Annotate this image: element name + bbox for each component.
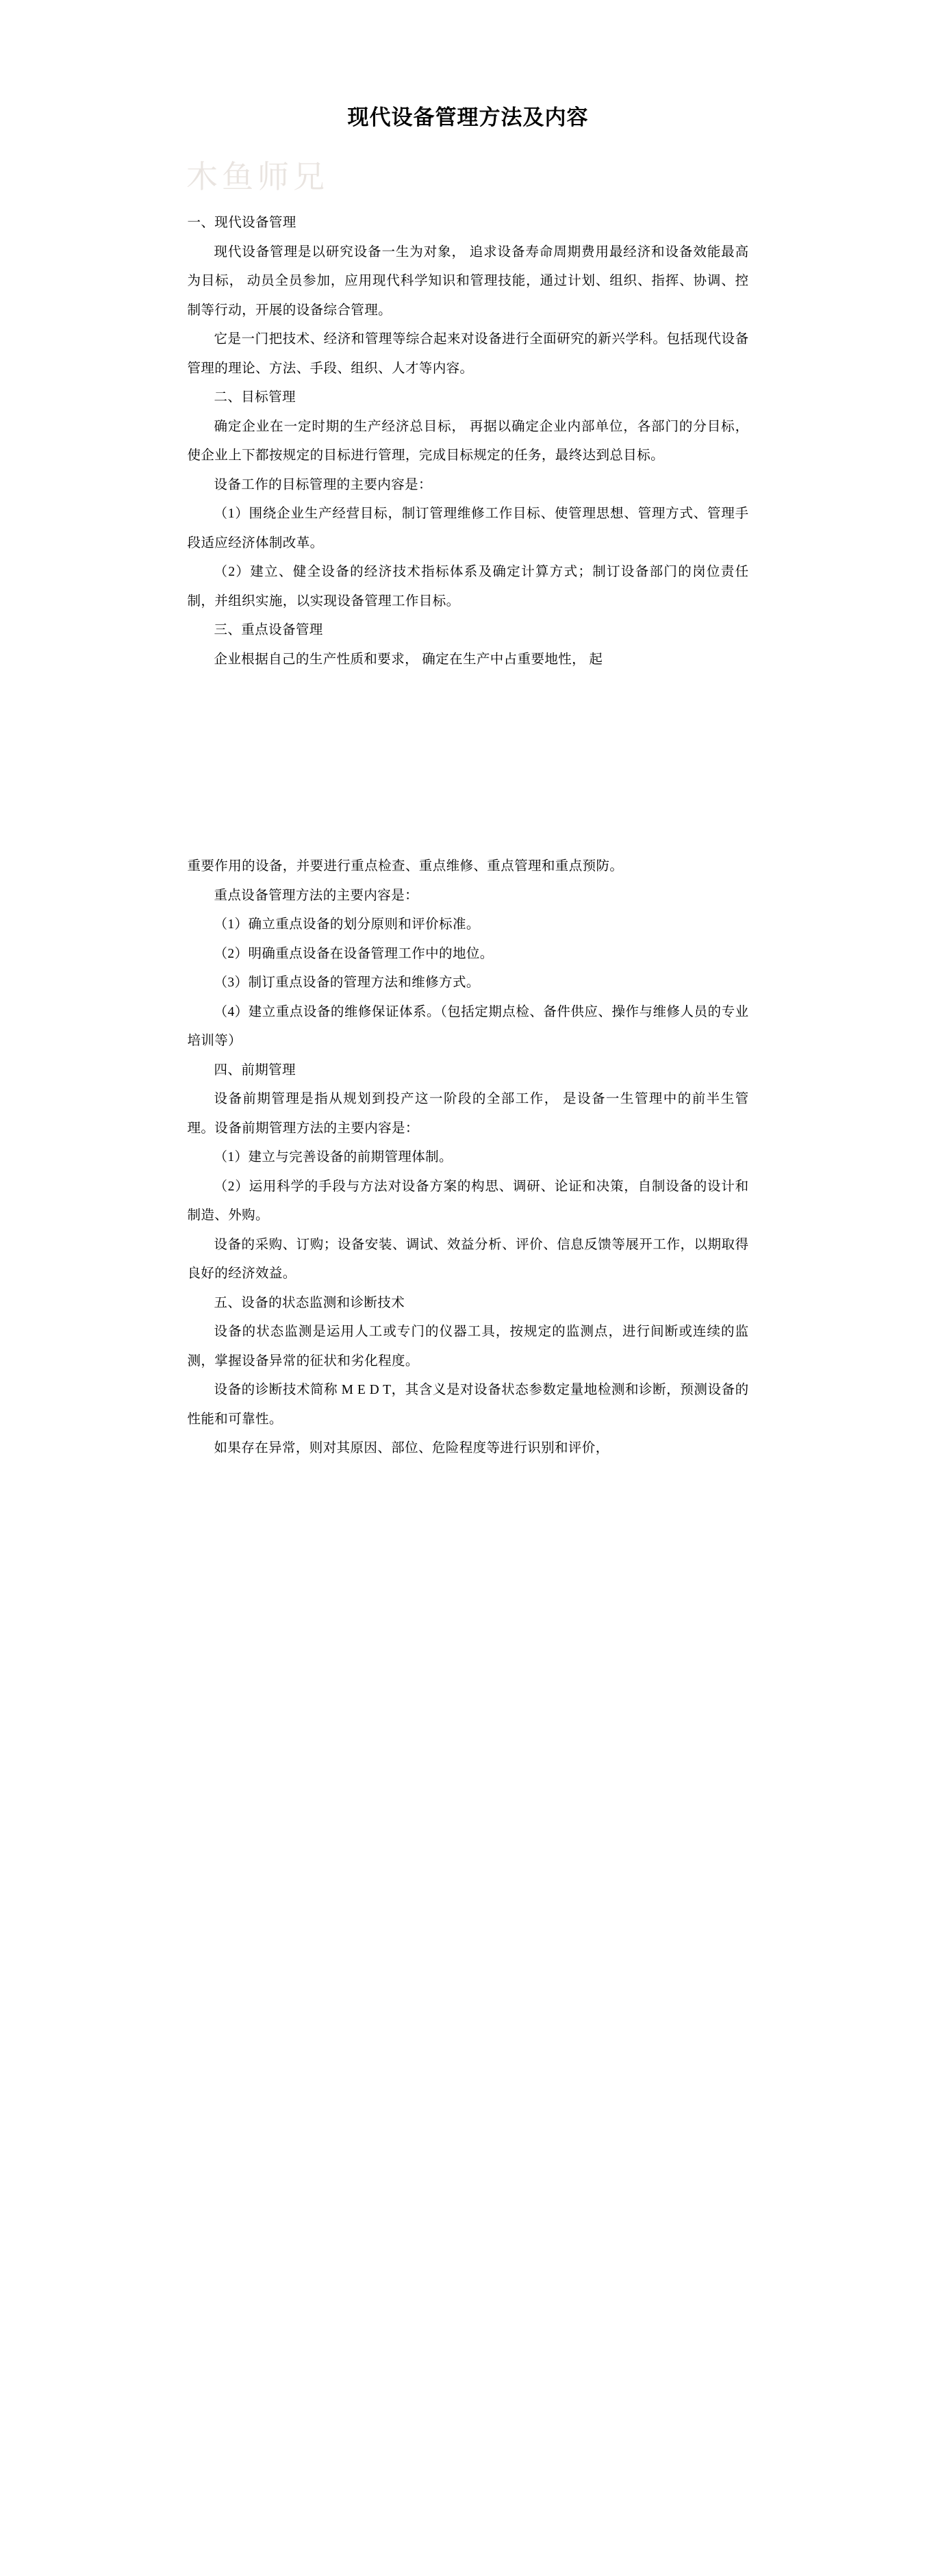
paragraph: （2）明确重点设备在设备管理工作中的地位。 [214,946,494,961]
paragraph: 一、现代设备管理 [187,216,296,231]
paragraph: 五、设备的状态监测和诊断技术 [214,1295,405,1310]
paragraph: （1）确立重点设备的划分原则和评价标准。 [214,917,480,932]
paragraph: （4）建立重点设备的维修保证体系。（包括定期点检、备件供应、操作与维修人员的专业培训等） [187,1004,749,1049]
document-content [188,0,749,1464]
paragraph: （2）运用科学的手段与方法对设备方案的构思、调研、论证和决策，自制设备的设计和制造、外购。 [187,1179,749,1223]
paragraph: 确定企业在一定时期的生产经济总目标， 再据以确定企业内部单位，各部门的分目标，使企业上下都按规定的目标进行管理，完成目标规定的任务，最终达到总目标。 [187,419,749,463]
paragraph: 重点设备管理方法的主要内容是： [214,888,419,903]
paragraph: （2）建立、健全设备的经济技术指标体系及确定计算方式；制订设备部门的岗位责任制，并组织实施，以实现设备管理工作目标。 [187,565,749,609]
paragraph: 设备的诊断技术简称 M E D T，其含义是对设备状态参数定量地检测和诊断，预测设备的性能和可靠性。 [187,1383,749,1427]
watermark: 木鱼师兄 [186,160,329,194]
paragraph: 设备的状态监测是运用人工或专门的仪器工具，按规定的监测点，进行间断或连续的监测，掌握设备异常的征状和劣化程度。 [187,1325,749,1368]
paragraph: 三、重点设备管理 [214,623,323,638]
page-break-gap [188,674,749,852]
paragraph: 如果存在异常，则对其原因、部位、危险程度等进行识别和评价， [214,1441,609,1456]
paragraph: 设备前期管理是指从规划到投产这一阶段的全部工作， 是设备一生管理中的前半生管理。设备前期管理方法的主要内容是： [187,1092,749,1136]
paragraph: 设备工作的目标管理的主要内容是： [214,477,432,492]
paragraph: （3）制订重点设备的管理方法和维修方式。 [214,975,480,991]
paragraph: 二、目标管理 [214,390,296,405]
paragraph: 四、前期管理 [214,1062,296,1077]
paragraph: 重要作用的设备，并要进行重点检查、重点维修、重点管理和重点预防。 [187,859,624,874]
paragraph: 它是一门把技术、经济和管理等综合起来对设备进行全面研究的新兴学科。包括现代设备管理的理论、方法、手段、组织、人才等内容。 [187,332,749,376]
paragraph: （1）建立与完善设备的前期管理体制。 [214,1150,453,1165]
paragraph: 企业根据自己的生产性质和要求， 确定在生产中占重要地性， 起 [214,652,603,667]
paragraph: 现代设备管理是以研究设备一生为对象， 追求设备寿命周期费用最经济和设备效能最高为目标， 动员全员参加，应用现代科学知识和管理技能，通过计划、组织、指挥、协调、控制等行动，开展的设备综合管理。 [187,244,749,318]
paragraph: 设备的采购、订购；设备安装、调试、效益分析、评价、信息反馈等展开工作，以期取得良好的经济效益。 [187,1237,749,1281]
paragraph: （1）围绕企业生产经营目标，制订管理维修工作目标、使管理思想、管理方式、管理手段适应经济体制改革。 [187,507,749,550]
page-title: 现代设备管理方法及内容 [347,105,589,129]
